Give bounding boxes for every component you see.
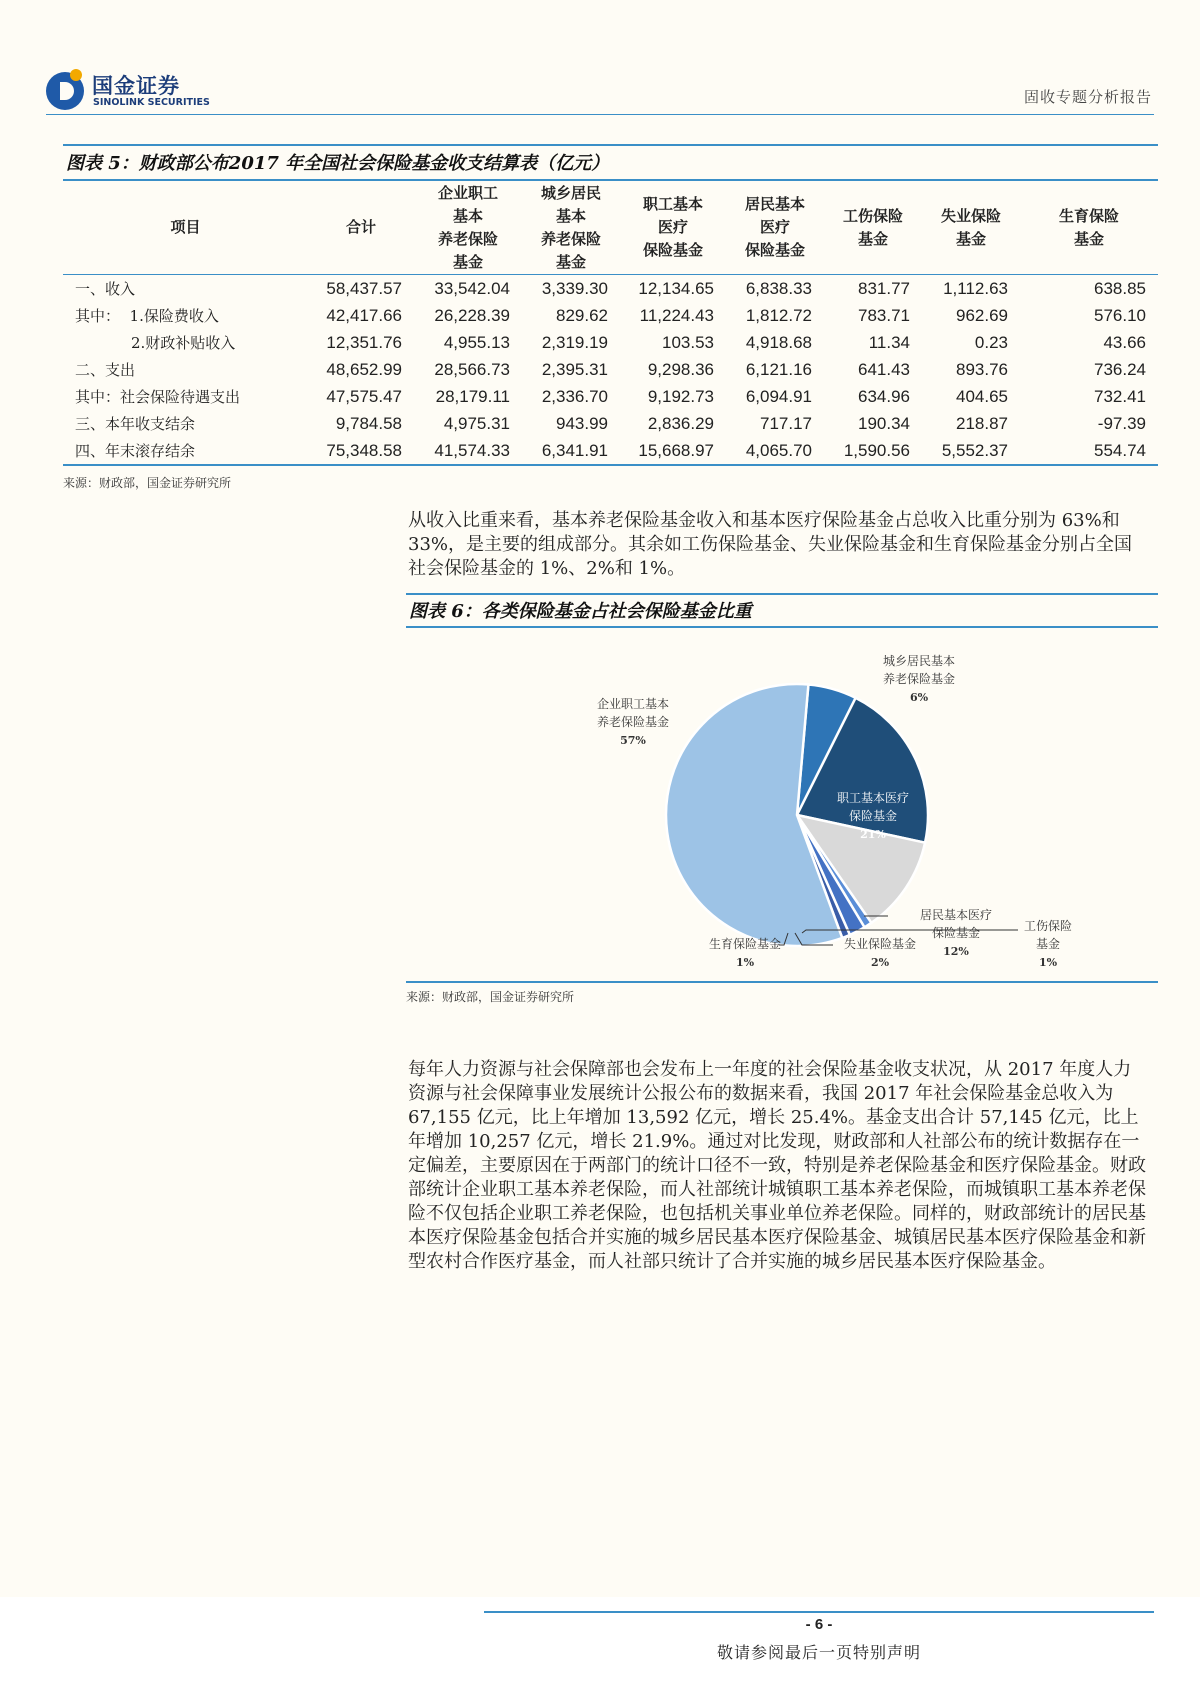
logo-dot-icon — [70, 69, 82, 81]
table-cell: 634.96 — [858, 386, 910, 406]
table-header-3: 城乡居民 基本 养老保险 基金 — [522, 181, 620, 275]
pie-label-1-2: 6% — [909, 691, 929, 704]
table-cell: 6,121.16 — [745, 359, 812, 379]
fund-table-wrapper — [63, 181, 1158, 466]
table-cell: 4,955.13 — [443, 332, 510, 352]
table-row — [63, 275, 1158, 303]
figure5-top-rule — [63, 144, 1158, 146]
pie-label-3-0: 居民基本医疗 — [919, 908, 993, 922]
table-cell: 58,437.57 — [326, 278, 402, 298]
page-number: - 6 - — [805, 1616, 833, 1633]
table-cell: 641.43 — [858, 359, 910, 379]
table-cell: 0.23 — [974, 332, 1008, 352]
table-cell: 638.85 — [1094, 278, 1146, 298]
table-cell: 6,341.91 — [522, 437, 620, 465]
table-cell: 9,192.73 — [647, 386, 714, 406]
pie-label-2-0: 职工基本医疗 — [836, 791, 910, 805]
table-cell: 1,590.56 — [824, 437, 922, 465]
table-cell: 732.41 — [1094, 386, 1146, 406]
table-cell: 404.65 — [956, 386, 1008, 406]
header-divider — [46, 114, 1154, 115]
paragraph-statistics-comparison: 每年人力资源与社会保障部也会发布上一年度的社会保险基金收支状况，从 2017 年度人力资源与社会保障事业发展统计公报公布的数据来看，我国 2017 年社会保险基金总收入为 67,155 亿元，比上年增加 13,592 亿元，增长 25.4%。基金支出合计 57,145 亿元，比上年增加 10,257 亿元，增长 21.9%。通过对比发现，财政部和人社部公布的统计数据存在一定偏差，主要原因在于两部门的统计口径不一致，特别是养老保险基金和医疗保险基金。财政部统计企业职工基本养老保险，而人社部统计城镇职工基本养老保险，而城镇职工基本养老保险不仅包括企业职工养老保险，也包括机关事业单位养老保险。同样的，财政部统计的居民基本医疗保险基金包括合并实施的城乡居民基本医疗保险基金、城镇居民基本医疗保险基金和新型农村合作医疗基金，而人社部只统计了合并实施的城乡居民基本医疗保险基金。 — [408, 1059, 1146, 1272]
table-cell: 2,395.31 — [541, 359, 608, 379]
logo-english-name: SINOLINK SECURITIES — [93, 97, 210, 108]
table-cell: 48,652.99 — [326, 359, 402, 379]
figure6-title: 图表 6：各类保险基金占社会保险基金比重 — [409, 601, 752, 622]
footer-disclaimer: 敬请参阅最后一页特别声明 — [716, 1643, 921, 1662]
figure5-source: 来源：财政部，国金证券研究所 — [63, 476, 232, 490]
paragraph-income-share: 从收入比重来看，基本养老保险基金收入和基本医疗保险基金占总收入比重分别为 63%和 33%，是主要的组成部分。其余如工伤保险基金、失业保险基金和生育保险基金分别占全国社会保险基金的 1%、2%和 1%。 — [408, 510, 1133, 579]
pie-label-4-1: 基金 — [1035, 937, 1061, 951]
table-cell: 3,339.30 — [541, 278, 608, 298]
table-cell: 43.66 — [1103, 332, 1146, 352]
table-cell: 829.62 — [556, 305, 608, 325]
table-row-label: 其中：社会保险待遇支出 — [75, 388, 241, 406]
table-cell: 9,298.36 — [647, 359, 714, 379]
table-header-7: 失业保险 基金 — [922, 181, 1020, 275]
table-cell: 717.17 — [760, 413, 812, 433]
table-cell: 218.87 — [956, 413, 1008, 433]
pie-label-5-0: 失业保险基金 — [843, 937, 917, 951]
table-header-5: 居民基本 医疗 保险基金 — [726, 181, 824, 275]
pie-label-3-2: 12% — [943, 945, 969, 958]
table-row — [63, 356, 1158, 383]
pie-label-1-0: 城乡居民基本 — [882, 654, 956, 668]
table-cell: 1,812.72 — [745, 305, 812, 325]
table-cell: 47,575.47 — [326, 386, 402, 406]
table-cell: 11.34 — [868, 332, 910, 352]
table-cell: 15,668.97 — [620, 437, 726, 465]
table-cell: 893.76 — [956, 359, 1008, 379]
table-cell: -97.39 — [1097, 413, 1146, 433]
table-cell: 28,179.11 — [435, 386, 510, 406]
table-row-label: 二、支出 — [75, 361, 136, 379]
figure6-top-rule — [406, 593, 1158, 595]
pie-label-0-2: 57% — [620, 734, 646, 747]
figure5-title: 图表 5：财政部公布2017 年全国社会保险基金收支结算表（亿元） — [66, 153, 610, 174]
table-cell: 190.34 — [858, 413, 910, 433]
table-cell: 42,417.66 — [326, 305, 402, 325]
table-body — [63, 275, 1158, 466]
figure6-bottom-rule — [406, 981, 1158, 983]
table-cell: 2,836.29 — [647, 413, 714, 433]
pie-label-2-2: 21% — [860, 828, 886, 841]
fund-table — [63, 181, 1158, 466]
pie-label-5-1: 2% — [870, 956, 890, 969]
table-cell: 2,336.70 — [541, 386, 608, 406]
footer-divider — [484, 1611, 1154, 1613]
pie-label-1-1: 养老保险基金 — [882, 672, 956, 686]
table-cell: 9,784.58 — [335, 413, 402, 433]
pie-label-2-1: 保险基金 — [848, 809, 898, 823]
pie-label-3-1: 保险基金 — [931, 926, 981, 940]
table-row-label: 四、年末滚存结余 — [63, 437, 308, 465]
pie-label-0-0: 企业职工基本 — [596, 697, 670, 711]
table-cell: 4,975.31 — [443, 413, 510, 433]
table-cell: 11,224.43 — [639, 305, 714, 325]
table-cell: 576.10 — [1094, 305, 1146, 325]
table-cell: 12,134.65 — [638, 278, 714, 298]
table-cell: 26,228.39 — [434, 305, 510, 325]
table-row — [63, 383, 1158, 410]
table-header-4: 职工基本 医疗 保险基金 — [620, 181, 726, 275]
table-cell: 783.71 — [858, 305, 910, 325]
table-row — [63, 437, 1158, 465]
table-row — [63, 302, 1158, 329]
pie-label-0-1: 养老保险基金 — [596, 715, 670, 729]
table-cell: 75,348.58 — [308, 437, 414, 465]
table-cell: 6,838.33 — [745, 278, 812, 298]
table-row-label: 一、收入 — [75, 280, 136, 298]
table-cell: 4,065.70 — [726, 437, 824, 465]
table-cell: 1,112.63 — [943, 278, 1008, 298]
table-cell: 41,574.33 — [414, 437, 522, 465]
table-row-label: 2.财政补贴收入 — [131, 334, 236, 352]
table-cell: 943.99 — [556, 413, 608, 433]
table-cell: 962.69 — [956, 305, 1008, 325]
table-cell: 2,319.19 — [541, 332, 608, 352]
table-row-label: 三、本年收支结余 — [75, 415, 196, 433]
table-cell: 103.53 — [662, 332, 714, 352]
table-cell: 28,566.73 — [434, 359, 510, 379]
table-cell: 736.24 — [1094, 359, 1146, 379]
table-row-label: 其中： 1.保险费收入 — [75, 307, 219, 325]
report-type: 固收专题分析报告 — [1023, 88, 1152, 106]
pie-chart — [406, 630, 1158, 980]
table-cell: 554.74 — [1020, 437, 1158, 465]
logo-name: 国金证券 — [92, 74, 180, 98]
figure6-source: 来源：财政部，国金证券研究所 — [406, 990, 575, 1004]
pie-label-6-1: 1% — [735, 956, 755, 969]
table-cell: 4,918.68 — [745, 332, 812, 352]
table-header-1: 合计 — [308, 181, 414, 275]
pie-label-4-0: 工伤保险 — [1023, 919, 1073, 933]
table-cell: 6,094.91 — [745, 386, 812, 406]
table-header-6: 工伤保险 基金 — [824, 181, 922, 275]
table-cell: 33,542.04 — [434, 278, 510, 298]
table-cell: 5,552.37 — [922, 437, 1020, 465]
table-row — [63, 410, 1158, 437]
table-cell: 12,351.76 — [326, 332, 402, 352]
table-header-row — [63, 181, 1158, 275]
table-cell: 831.77 — [858, 278, 910, 298]
pie-label-4-2: 1% — [1038, 956, 1058, 969]
table-header-2: 企业职工 基本 养老保险 基金 — [414, 181, 522, 275]
table-header-0: 项目 — [63, 181, 308, 275]
figure6-title-rule — [406, 626, 1158, 628]
pie-label-6-0: 生育保险基金 — [708, 937, 782, 951]
table-row — [63, 329, 1158, 356]
table-header-8: 生育保险 基金 — [1020, 181, 1158, 275]
